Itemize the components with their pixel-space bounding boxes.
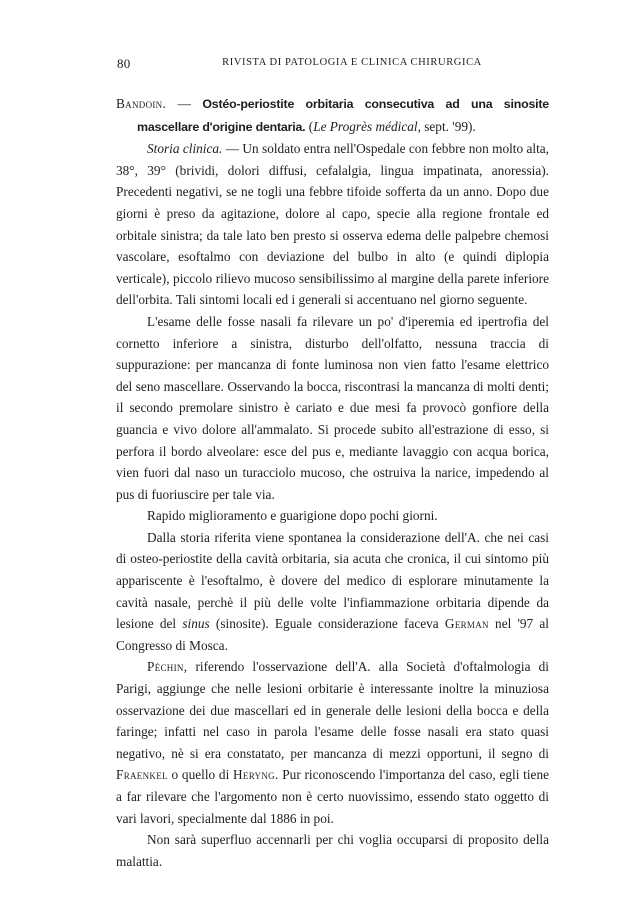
considerazione-text-c: nel '97 al Congresso di Mosca. <box>116 616 550 653</box>
paragraph-pechin <box>116 656 549 829</box>
paragraph-guarigione: Rapido miglioramento e guarigione dopo pochi giorni. <box>147 508 438 524</box>
pechin-text-b: o quello di <box>167 767 234 783</box>
author-name: Bandoin. <box>116 96 167 111</box>
article-body <box>116 93 549 872</box>
pechin-text-c: Pur riconoscendo l'importanza del caso, egli tiene a far rilevare che l'argomento non è certo nuovissimo, essendo stato oggetto di vari lavori, specialmente dal 1886 in poi. <box>116 767 549 826</box>
storia-clinica-lead: Storia clinica. <box>147 141 223 157</box>
article-heading <box>116 93 549 138</box>
sinus-term: sinus <box>182 616 210 632</box>
storia-clinica-text: — Un soldato entra nell'Ospedale con febbre non molto alta, 38°, 39° (brividi, dolori diffusi, cefalalgia, lingua impatinata, anoressia). Precedenti negativi, se ne togli una febbre tifoide sofferta da un anno. Dopo due giorni è preso da agitazione, dolore al capo, specie alla regione frontale ed orbitale sinistra; da tale lato ben presto si osserva edema delle palpebre chemosi vascolare, esoftalmo con deviazione del bulbo in alto (e quindi diplopia verticale), piccolo rilievo mucoso sensibilissimo al margine della parete inferiore dell'orbita. Tali sintomi locali ed i generali si accentuano nel giorno seguente. <box>116 141 550 308</box>
considerazione-text-a: Dalla storia riferita viene spontanea la considerazione dell'A. che nei casi di osteo-periostite della cavità orbitaria, sia acuta che cronica, il cui sintomo più appariscente è l'esoftalmo, è dovere del medico di esplorare minutamente la cavità nasale, perchè il più delle volte l'infiammazione orbitaria dipende da lesione del <box>116 529 549 632</box>
pechin-name: Péchin, <box>147 659 188 675</box>
considerazione-text-b: (sinosite). Eguale considerazione faceva <box>209 616 445 632</box>
page-number: 80 <box>117 56 131 71</box>
reference-journal: Le Progrès médical, <box>313 118 421 134</box>
heading-dash: — <box>166 96 203 111</box>
fraenkel-name: Fraenkel <box>116 767 168 783</box>
paragraph-esame: L'esame delle fosse nasali fa rilevare un po' d'iperemia ed ipertrofia del cornetto inferiore a sinistra, disturbo dell'olfatto, nessuna traccia di suppurazione: per mancanza di fonte luminosa non vien fatto l'esame elettrico del seno mascellare. Osservando la bocca, riscontrasi la mancanza di molti denti; il secondo premolare sinistro è cariato e due mesi fa provocò gonfiore della guancia e vivo dolore all'ammalato. Si procede subito all'estrazione di esso, si perfora il bordo alveolare: esce del pus e, mediante lavaggio con acqua borica, vien fuori dal naso un turacciolo mucoso, che ostruiva la narice, impedendo al pus di fuoriuscire per tale via. <box>116 313 549 502</box>
heryng-name: Heryng. <box>233 767 279 783</box>
reference-open: ( <box>305 118 314 134</box>
reference-date: sept. '99). <box>420 118 476 134</box>
running-head <box>117 56 547 74</box>
paragraph-storia-clinica <box>116 138 549 311</box>
journal-title: RIVISTA DI PATOLOGIA E CLINICA CHIRURGICA <box>222 57 482 68</box>
pechin-text-a: riferendo l'osservazione dell'A. alla Società d'oftalmologia di Parigi, aggiunge che nelle lesioni orbitarie è interessante inoltre la minuziosa osservazione dei due mascellari ed in generale delle lesioni della bocca e della faringe; infatti nel caso in parola l'esame delle fosse nasali era stato quasi negativo, nè si era constatato, per mancanza di mezzi opportuni, il segno di <box>116 659 549 761</box>
paragraph-conclusione: Non sarà superfluo accennarli per chi voglia occuparsi di proposito della malattia. <box>116 832 549 869</box>
article-reference <box>305 119 475 134</box>
german-name: German <box>444 616 489 632</box>
paragraph-considerazione <box>116 527 549 657</box>
article-title: Ostéo-periostite orbitaria consecutiva ad una sinosite mascellare d'origine dentaria. <box>137 97 549 134</box>
